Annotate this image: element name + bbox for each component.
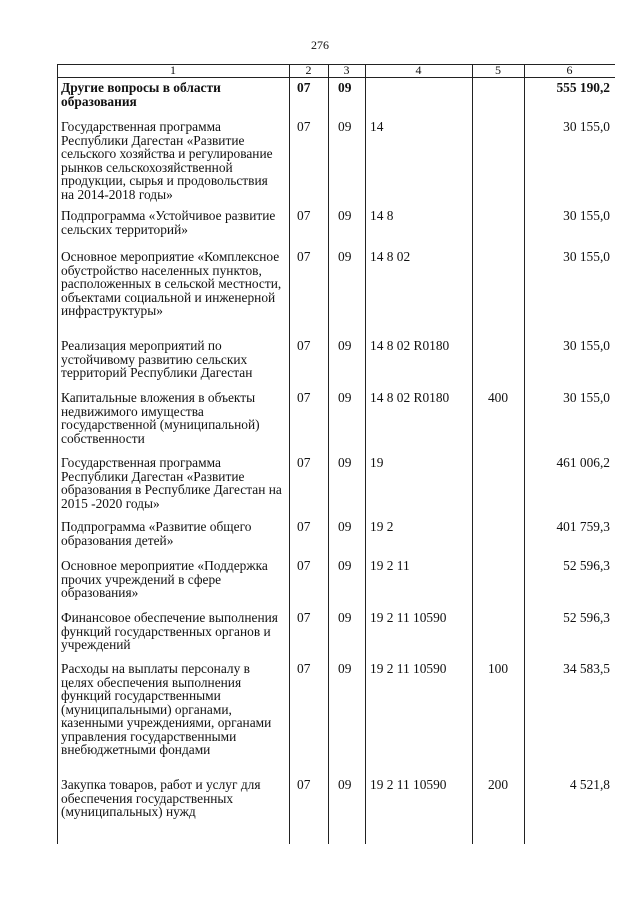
row-name: Финансовое обеспечение выполнения функций государственных органов и учреждений: [61, 610, 278, 652]
row-subsection: 09: [338, 338, 352, 353]
row-name: Закупка товаров, работ и услуг для обеспечения государственных (муниципальных) нужд: [61, 777, 261, 819]
row-expense-type: 100: [487, 661, 509, 676]
page-number: 276: [311, 38, 329, 52]
row-expense-type: 200: [487, 777, 509, 792]
row-subsection: 09: [338, 455, 352, 470]
row-subsection: 09: [338, 610, 352, 625]
row-section: 07: [297, 390, 311, 405]
row-section: 07: [297, 777, 311, 792]
row-amount: 4 521,8: [569, 777, 610, 792]
row-subsection: 09: [338, 119, 352, 134]
column-divider: [472, 64, 473, 844]
row-target-article: 19 2 11 10590: [370, 661, 447, 676]
row-subsection: 09: [338, 519, 352, 534]
row-section: 07: [297, 610, 311, 625]
row-subsection: 09: [338, 390, 352, 405]
row-target-article: 19 2: [370, 519, 394, 534]
row-subsection: 09: [338, 208, 352, 223]
row-name: Подпрограмма «Развитие общего образования детей»: [61, 519, 252, 548]
column-divider: [57, 64, 58, 844]
row-amount: 34 583,5: [563, 661, 610, 676]
row-subsection: 09: [338, 249, 352, 264]
row-subsection: 09: [338, 80, 352, 95]
row-section: 07: [297, 558, 311, 573]
header-col-4: 4: [415, 63, 422, 77]
column-divider: [289, 64, 290, 844]
row-name: Государственная программа Республики Дагестан «Развитие образования в Республике Дагестан на 2015 -2020 годы»: [61, 455, 282, 511]
row-name: Другие вопросы в области образования: [61, 80, 221, 109]
row-section: 07: [297, 338, 311, 353]
row-amount: 30 155,0: [563, 119, 610, 134]
row-amount: 52 596,3: [563, 610, 610, 625]
row-name: Основное мероприятие «Комплексное обустройство населенных пунктов, расположенных в сельской местности, объектами социальной и инженерной инфраструктуры»: [61, 249, 282, 318]
row-name: Государственная программа Республики Дагестан «Развитие сельского хозяйства и регулирование рынков сельскохозяйственной продукции, сырья и продовольствия на 2014-2018 годы»: [61, 119, 273, 202]
row-name: Подпрограмма «Устойчивое развитие сельских территорий»: [61, 208, 276, 237]
row-name: Основное мероприятие «Поддержка прочих учреждений в сфере образования»: [61, 558, 268, 600]
row-section: 07: [297, 249, 311, 264]
row-amount: 30 155,0: [563, 338, 610, 353]
row-amount: 30 155,0: [563, 249, 610, 264]
budget-table: [57, 64, 615, 844]
row-name: Капитальные вложения в объекты недвижимого имущества государственной (муниципальной) собственности: [61, 390, 260, 446]
row-subsection: 09: [338, 558, 352, 573]
row-amount: 401 759,3: [556, 519, 610, 534]
row-target-article: 14: [370, 119, 384, 134]
row-name: Реализация мероприятий по устойчивому развитию сельских территорий Республики Дагестан: [61, 338, 253, 380]
row-section: 07: [297, 80, 311, 95]
row-amount: 555 190,2: [556, 80, 610, 95]
header-col-2: 2: [305, 63, 312, 77]
row-section: 07: [297, 519, 311, 534]
row-target-article: 19 2 11 10590: [370, 777, 447, 792]
row-section: 07: [297, 119, 311, 134]
row-target-article: 19 2 11: [370, 558, 410, 573]
row-target-article: 14 8 02 R0180: [370, 338, 450, 353]
row-target-article: 14 8: [370, 208, 394, 223]
header-col-5: 5: [495, 63, 501, 77]
header-col-3: 3: [343, 63, 350, 77]
row-target-article: 14 8 02: [370, 249, 411, 264]
header-col-1: 1: [170, 63, 176, 77]
row-target-article: 14 8 02 R0180: [370, 390, 450, 405]
row-section: 07: [297, 455, 311, 470]
row-expense-type: 400: [487, 390, 509, 405]
row-section: 07: [297, 208, 311, 223]
row-amount: 30 155,0: [563, 208, 610, 223]
row-name: Расходы на выплаты персоналу в целях обеспечения выполнения функций государственными (муниципальными) органами, казенными учреждениями, органами управления государственными внебюджетными фондами: [61, 661, 272, 757]
row-section: 07: [297, 661, 311, 676]
row-subsection: 09: [338, 661, 352, 676]
header-col-6: 6: [566, 63, 573, 77]
row-amount: 30 155,0: [563, 390, 610, 405]
row-target-article: 19: [370, 455, 384, 470]
row-subsection: 09: [338, 777, 352, 792]
row-amount: 52 596,3: [563, 558, 610, 573]
column-divider: [365, 64, 366, 844]
table-header: [57, 64, 615, 78]
column-divider: [524, 64, 525, 844]
row-amount: 461 006,2: [556, 455, 610, 470]
row-target-article: 19 2 11 10590: [370, 610, 447, 625]
column-divider: [328, 64, 329, 844]
